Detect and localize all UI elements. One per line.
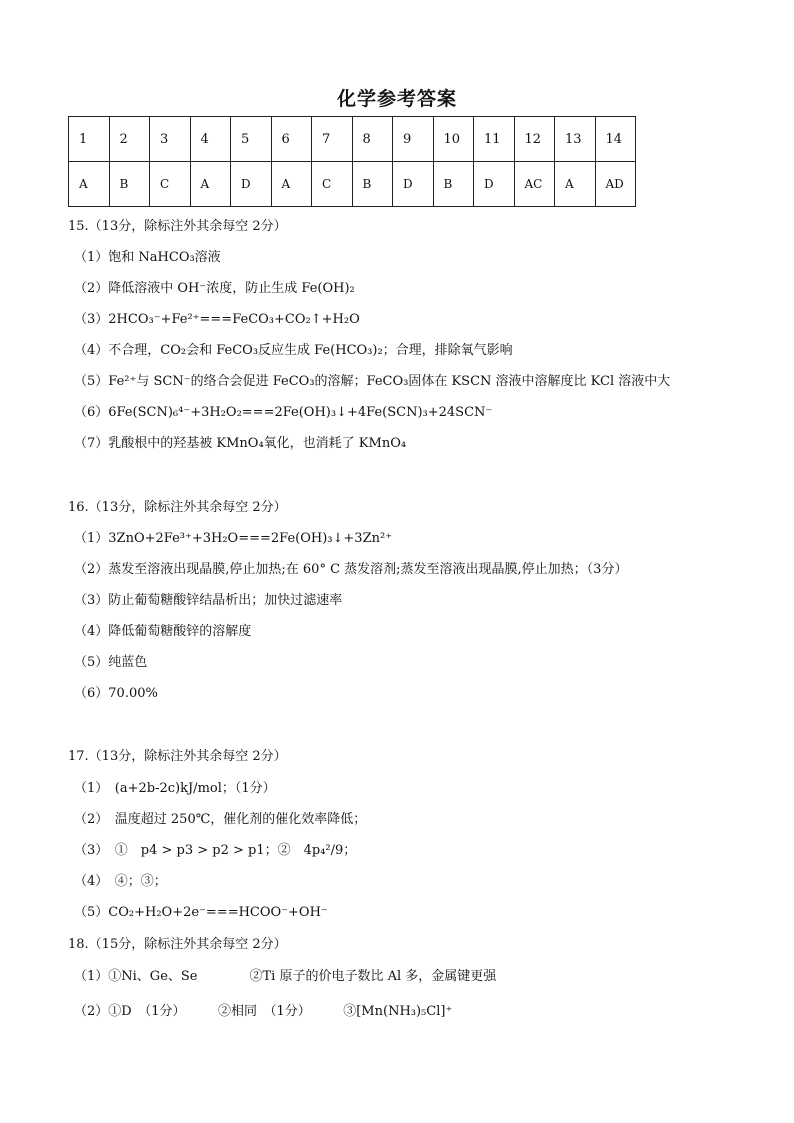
answer-line: （6）70.00% bbox=[74, 686, 158, 701]
question-15-header: 15.（13分，除标注外其余每空 2分） bbox=[68, 219, 287, 234]
answer-line: （1） (a+2b-2c)kJ/mol；（1分） bbox=[74, 781, 276, 796]
answer-line: （2） 温度超过 250℃，催化剂的催化效率降低； bbox=[74, 812, 367, 827]
question-number: 11 bbox=[474, 117, 515, 162]
answer-cell: D bbox=[231, 162, 272, 207]
answer-line: （2）蒸发至溶液出现晶膜,停止加热;在 60° C 蒸发溶剂;蒸发至溶液出现晶膜,停止加热；（3分） bbox=[74, 562, 628, 577]
question-number: 10 bbox=[433, 117, 474, 162]
answer-table bbox=[68, 116, 636, 207]
answer-cell: A bbox=[190, 162, 231, 207]
answer-cell: B bbox=[352, 162, 393, 207]
question-number: 5 bbox=[231, 117, 272, 162]
answer-line: （1）饱和 NaHCO₃溶液 bbox=[74, 250, 221, 265]
answer-line: （5）CO₂+H₂O+2e⁻===HCOO⁻+OH⁻ bbox=[74, 905, 328, 920]
question-number: 9 bbox=[393, 117, 434, 162]
answer-line: （3）2HCO₃⁻+Fe²⁺===FeCO₃+CO₂↑+H₂O bbox=[74, 312, 360, 327]
answer-line: （1）3ZnO+2Fe³⁺+3H₂O===2Fe(OH)₃↓+3Zn²⁺ bbox=[74, 531, 393, 546]
answer-line: （5）纯蓝色 bbox=[74, 655, 148, 670]
answer-line: （3）防止葡萄糖酸锌结晶析出；加快过滤速率 bbox=[74, 593, 343, 608]
answer-cell: AD bbox=[595, 162, 636, 207]
answer-cell: B bbox=[433, 162, 474, 207]
question-number: 2 bbox=[109, 117, 150, 162]
question-number: 13 bbox=[555, 117, 596, 162]
answer-line: （4）不合理，CO₂会和 FeCO₃反应生成 Fe(HCO₃)₂；合理，排除氧气影响 bbox=[74, 343, 513, 358]
question-number: 7 bbox=[312, 117, 353, 162]
answer-line: （2）降低溶液中 OH⁻浓度，防止生成 Fe(OH)₂ bbox=[74, 281, 355, 296]
question-number: 6 bbox=[271, 117, 312, 162]
answer-line: （1）①Ni、Ge、Se ②Ti 原子的价电子数比 Al 多，金属键更强 bbox=[74, 969, 497, 984]
question-number: 14 bbox=[595, 117, 636, 162]
answer-line: （3） ① p4 > p3 > p2 > p1；② 4p₄²/9； bbox=[74, 843, 357, 858]
question-number: 4 bbox=[190, 117, 231, 162]
answer-cell: A bbox=[271, 162, 312, 207]
answer-line: （5）Fe²⁺与 SCN⁻的络合会促进 FeCO₃的溶解；FeCO₃固体在 KSCN 溶液中溶解度比 KCl 溶液中大 bbox=[74, 374, 671, 389]
question-number: 8 bbox=[352, 117, 393, 162]
answer-cell: D bbox=[474, 162, 515, 207]
answer-cell: AC bbox=[514, 162, 555, 207]
answer-cell: C bbox=[150, 162, 191, 207]
question-number: 12 bbox=[514, 117, 555, 162]
answer-line: （7）乳酸根中的羟基被 KMnO₄氧化，也消耗了 KMnO₄ bbox=[74, 436, 407, 451]
answer-cell: B bbox=[109, 162, 150, 207]
answer-line: （4）降低葡萄糖酸锌的溶解度 bbox=[74, 624, 252, 639]
answer-table-answer-row bbox=[69, 162, 636, 207]
question-number: 3 bbox=[150, 117, 191, 162]
answer-table-number-row bbox=[69, 117, 636, 162]
answer-line: （2）①D （1分） ②相同 （1分） ③[Mn(NH₃)₅Cl]⁺ bbox=[74, 1004, 453, 1019]
answer-line: （6）6Fe(SCN)₆⁴⁻+3H₂O₂===2Fe(OH)₃↓+4Fe(SCN)₃+24SCN⁻ bbox=[74, 405, 493, 420]
answer-cell: A bbox=[69, 162, 110, 207]
page-title: 化学参考答案 bbox=[336, 88, 457, 110]
question-17-header: 17.（13分，除标注外其余每空 2分） bbox=[68, 749, 287, 764]
answer-cell: C bbox=[312, 162, 353, 207]
question-18-header: 18.（15分，除标注外其余每空 2分） bbox=[68, 937, 287, 952]
question-number: 1 bbox=[69, 117, 110, 162]
answer-cell: D bbox=[393, 162, 434, 207]
answer-line: （4） ④；③； bbox=[74, 874, 167, 889]
question-16-header: 16.（13分，除标注外其余每空 2分） bbox=[68, 500, 287, 515]
answer-cell: A bbox=[555, 162, 596, 207]
